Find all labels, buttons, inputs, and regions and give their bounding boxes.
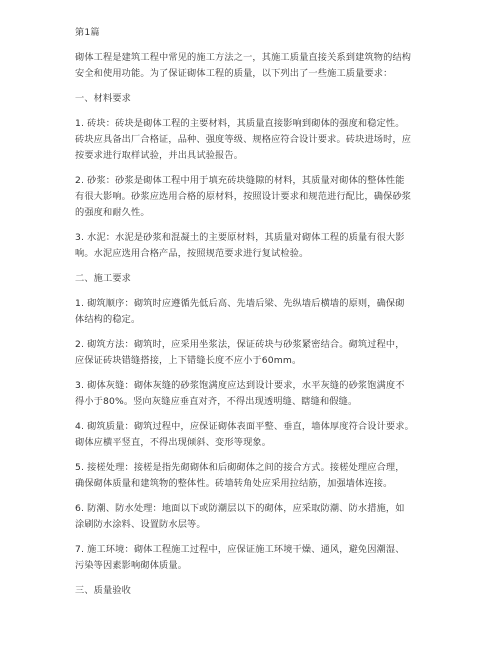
paragraph-line: 涂刷防水涂料、设置防水层等。 <box>75 519 206 530</box>
page-heading: 第1篇 <box>75 27 100 38</box>
paragraph-line: 1. 砖块：砖块是砌体工程的主要材料，其质量直接影响到砌体的强度和稳定性。 <box>75 118 405 129</box>
paragraph-line: 确保砌体质量和建筑物的整体性。砖墙转角处应采用拉结筋，加强墙体连接。 <box>75 478 393 489</box>
paragraph-line: 体结构的稳定。 <box>75 314 141 325</box>
intro-line: 砌体工程是建筑工程中常见的施工方法之一，其施工质量直接关系到建筑物的结构 <box>75 52 412 63</box>
paragraph-line: 5. 接槎处理：接槎是指先砌砌体和后砌砌体之间的接合方式。接槎处理应合理， <box>75 462 405 473</box>
paragraph-line: 的强度和耐久性。 <box>75 207 150 218</box>
paragraph-line: 按要求进行取样试验，并出具试验报告。 <box>75 150 244 161</box>
paragraph-line: 1. 砌筑顺序：砌筑时应遵循先低后高、先墙后梁、先纵墙后横墙的原则，确保砌 <box>75 298 405 309</box>
section-heading: 二、施工要求 <box>75 273 132 284</box>
paragraph-line: 应保证砖块错缝搭接，上下错缝长度不应小于60mm。 <box>75 355 302 366</box>
intro-line: 安全和使用功能。为了保证砌体工程的质量，以下列出了一些施工质量要求： <box>75 68 393 79</box>
paragraph-line: 污染等因素影响砌体质量。 <box>75 560 188 571</box>
paragraph-line: 3. 砌体灰缝：砌体灰缝的砂浆饱满度应达到设计要求，水平灰缝的砂浆饱满度不 <box>75 380 405 391</box>
paragraph-line: 砖块应具备出厂合格证，品种、强度等级、规格应符合设计要求。砖块进场时，应 <box>75 134 412 145</box>
paragraph-line: 2. 砂浆：砂浆是砌体工程中用于填充砖块缝隙的材料，其质量对砌体的整体性能 <box>75 175 405 186</box>
paragraph-line: 得小于80%。竖向灰缝应垂直对齐，不得出现透明缝、瞎缝和假缝。 <box>75 396 358 407</box>
paragraph-line: 砌体应横平竖直，不得出现倾斜、变形等现象。 <box>75 437 272 448</box>
section-heading: 三、质量验收 <box>75 585 132 596</box>
paragraph-line: 响。水泥应选用合格产品，按照规范要求进行复试检验。 <box>75 248 309 259</box>
paragraph-line: 有很大影响。砂浆应选用合格的原材料，按照设计要求和规范进行配比，确保砂浆 <box>75 191 412 202</box>
paragraph-line: 4. 砌筑质量：砌筑过程中，应保证砌体表面平整、垂直，墙体厚度符合设计要求。 <box>75 421 414 432</box>
paragraph-line: 6. 防潮、防水处理：地面以下或防潮层以下的砌体，应采取防潮、防水措施，如 <box>75 503 405 514</box>
section-heading: 一、材料要求 <box>75 93 132 104</box>
paragraph-line: 2. 砌筑方法：砌筑时，应采用坐浆法，保证砖块与砂浆紧密结合。砌筑过程中， <box>75 339 405 350</box>
paragraph-line: 7. 施工环境：砌体工程施工过程中，应保证施工环境干燥、通风，避免因潮湿、 <box>75 544 405 555</box>
paragraph-line: 3. 水泥：水泥是砂浆和混凝土的主要原材料，其质量对砌体工程的质量有很大影 <box>75 232 405 243</box>
